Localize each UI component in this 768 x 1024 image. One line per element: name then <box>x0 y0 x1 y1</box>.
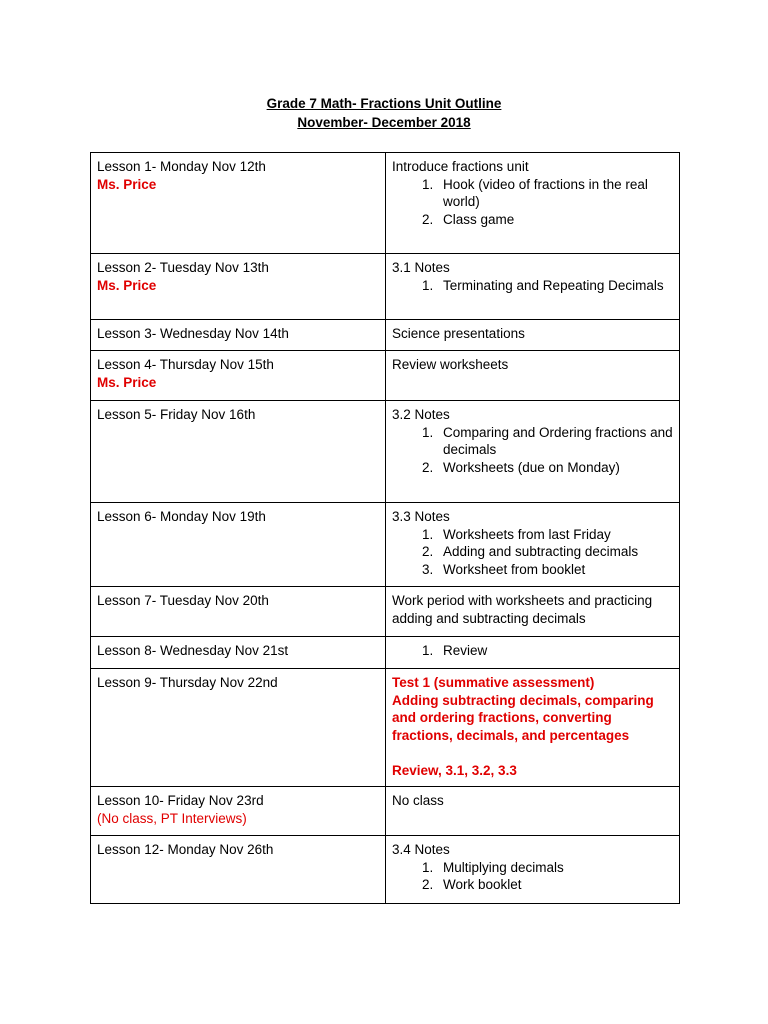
plan-list <box>392 859 673 894</box>
list-item: 1. Multiplying decimals <box>437 859 673 877</box>
table-row <box>91 351 680 401</box>
list-item: 3. Worksheet from booklet <box>437 561 673 579</box>
list-item: 1. Terminating and Repeating Decimals <box>437 277 673 295</box>
table-row <box>91 503 680 587</box>
teacher-note: Ms. Price <box>97 374 157 390</box>
plan-heading: 3.2 Notes <box>392 407 450 422</box>
lesson-label: Lesson 12- Monday Nov 26th <box>97 842 274 857</box>
lesson-cell <box>91 401 386 503</box>
lesson-label: Lesson 2- Tuesday Nov 13th <box>97 260 269 275</box>
lesson-cell <box>91 351 386 401</box>
lesson-cell <box>91 637 386 669</box>
list-item: 1. Hook (video of fractions in the real world) <box>437 176 673 211</box>
teacher-note: Ms. Price <box>97 277 157 293</box>
lesson-label: Lesson 9- Thursday Nov 22nd <box>97 675 278 690</box>
lesson-label: Lesson 3- Wednesday Nov 14th <box>97 326 289 341</box>
lesson-label: Lesson 7- Tuesday Nov 20th <box>97 593 269 608</box>
plan-heading: Introduce fractions unit <box>392 159 529 174</box>
plan-heading: 3.1 Notes <box>392 260 450 275</box>
plan-cell <box>386 587 680 637</box>
test-title: Test 1 (summative assessment) <box>392 675 595 690</box>
unit-outline-table <box>90 152 680 904</box>
plan-cell <box>386 351 680 401</box>
table-row <box>91 254 680 320</box>
lesson-cell <box>91 254 386 320</box>
lesson-cell <box>91 320 386 351</box>
table-row <box>91 587 680 637</box>
document-header <box>0 94 768 132</box>
document-title: Grade 7 Math- Fractions Unit Outline <box>266 96 502 111</box>
lesson-label: Lesson 10- Friday Nov 23rd <box>97 793 264 808</box>
lesson-cell <box>91 669 386 787</box>
plan-heading: Science presentations <box>392 326 525 341</box>
plan-heading: 3.3 Notes <box>392 509 450 524</box>
lesson-cell <box>91 787 386 836</box>
plan-cell <box>386 320 680 351</box>
document-subtitle: November- December 2018 <box>297 115 471 130</box>
list-item: 1. Comparing and Ordering fractions and decimals <box>437 424 673 459</box>
test-topics: Adding subtracting decimals, comparing and ordering fractions, converting fractions, decimals, and percentages <box>392 692 654 743</box>
lesson-cell <box>91 836 386 904</box>
list-item: 1. Worksheets from last Friday <box>437 526 673 544</box>
list-item: 2. Adding and subtracting decimals <box>437 543 673 561</box>
lesson-label: Lesson 1- Monday Nov 12th <box>97 159 266 174</box>
plan-list <box>392 424 673 477</box>
lesson-cell <box>91 587 386 637</box>
plan-cell <box>386 637 680 669</box>
plan-cell <box>386 401 680 503</box>
plan-cell <box>386 787 680 836</box>
plan-cell <box>386 836 680 904</box>
list-item: 2. Worksheets (due on Monday) <box>437 459 673 477</box>
plan-heading: 3.4 Notes <box>392 842 450 857</box>
list-item: 2. Class game <box>437 211 673 229</box>
lesson-label: Lesson 4- Thursday Nov 15th <box>97 357 274 372</box>
lesson-note: (No class, PT Interviews) <box>97 810 247 826</box>
test-review: Review, 3.1, 3.2, 3.3 <box>392 762 517 778</box>
plan-cell <box>386 669 680 787</box>
lesson-label: Lesson 8- Wednesday Nov 21st <box>97 643 289 658</box>
table-row <box>91 401 680 503</box>
table-row <box>91 153 680 254</box>
plan-list <box>392 277 673 295</box>
list-item: 1. Review <box>437 642 673 660</box>
teacher-note: Ms. Price <box>97 176 157 192</box>
plan-cell <box>386 503 680 587</box>
lesson-label: Lesson 6- Monday Nov 19th <box>97 509 266 524</box>
plan-cell <box>386 254 680 320</box>
table-row <box>91 320 680 351</box>
table-row <box>91 669 680 787</box>
plan-heading: Review worksheets <box>392 357 509 372</box>
plan-heading: Work period with worksheets and practicing adding and subtracting decimals <box>392 593 653 626</box>
lesson-cell <box>91 503 386 587</box>
lesson-label: Lesson 5- Friday Nov 16th <box>97 407 256 422</box>
table-row <box>91 637 680 669</box>
plan-list <box>392 526 673 579</box>
list-item: 2. Work booklet <box>437 876 673 894</box>
plan-heading: No class <box>392 793 444 808</box>
plan-list <box>392 176 673 229</box>
table-row <box>91 836 680 904</box>
plan-list <box>392 642 673 660</box>
table-row <box>91 787 680 836</box>
lesson-cell <box>91 153 386 254</box>
plan-cell <box>386 153 680 254</box>
